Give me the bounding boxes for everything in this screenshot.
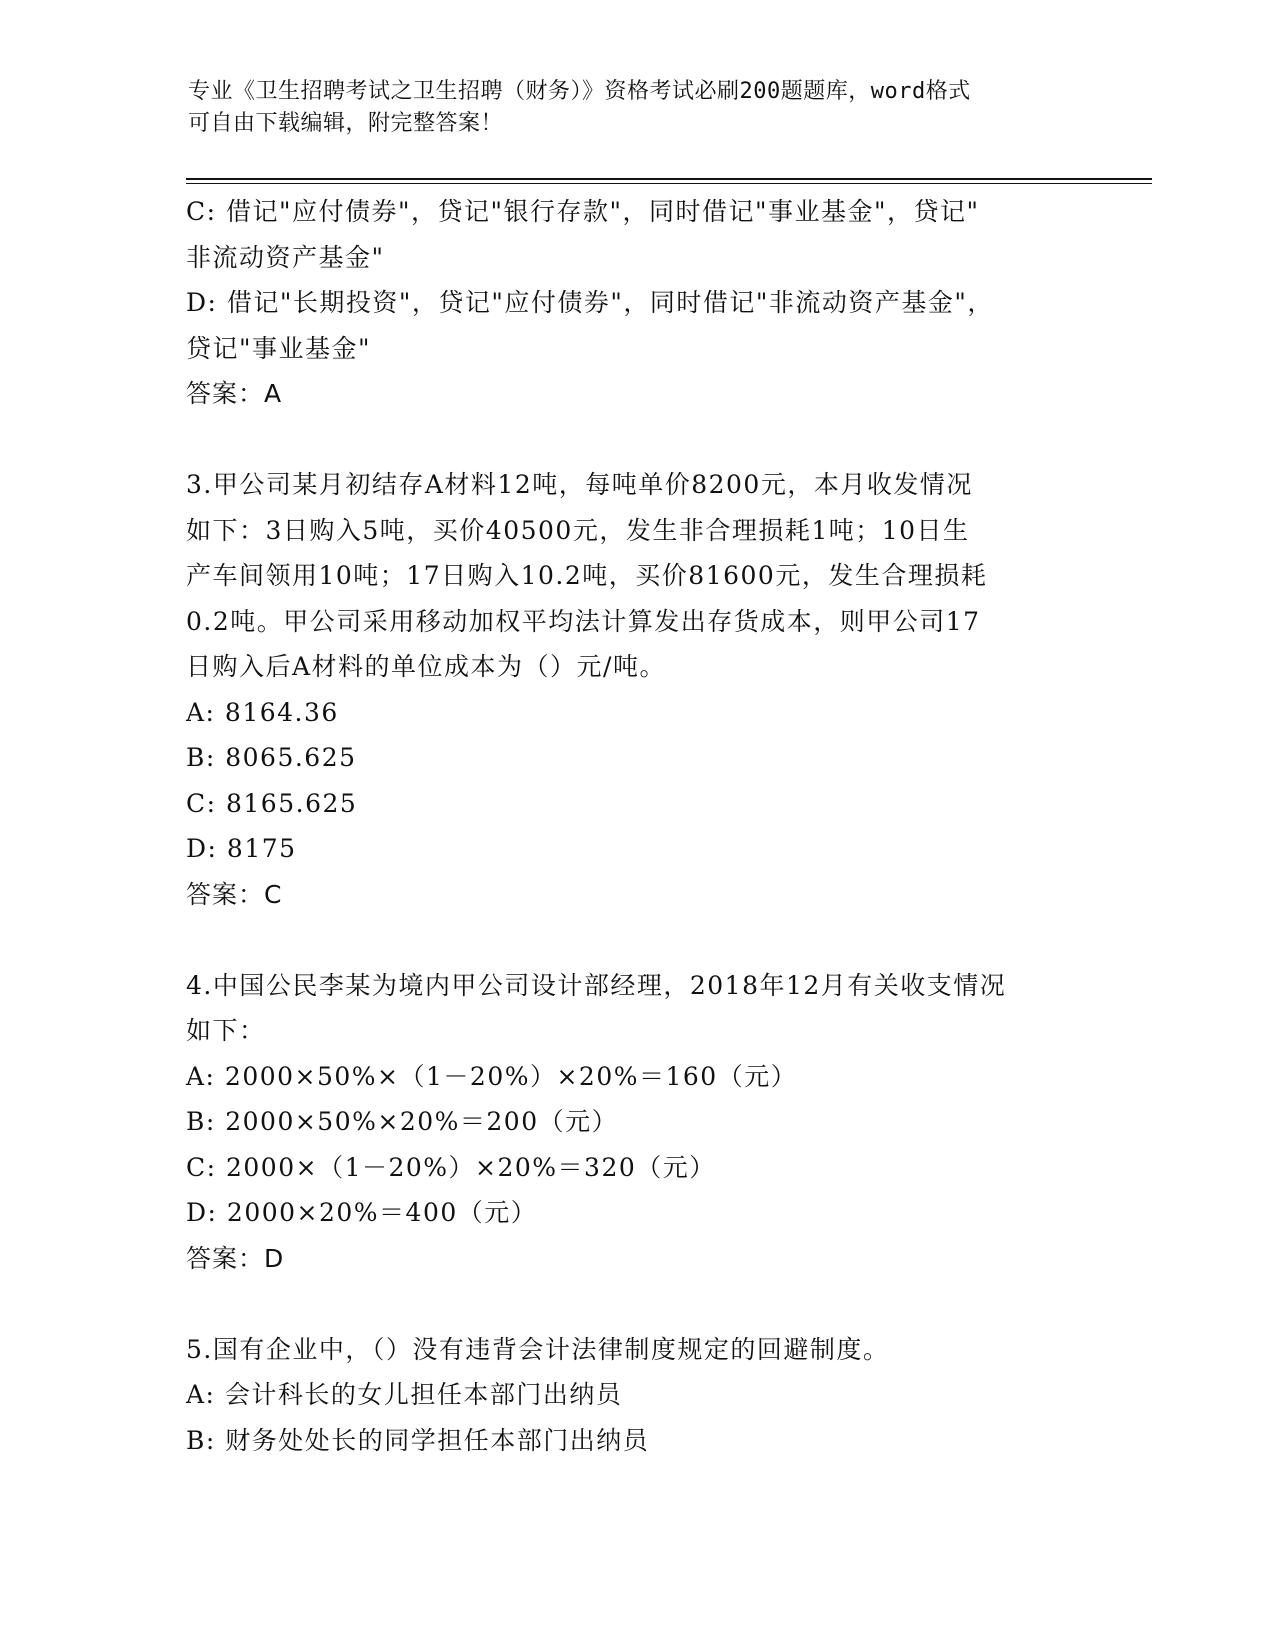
header-rule-thick <box>186 178 1152 180</box>
option-c: C: 2000×（1－20%）×20%＝320（元） <box>186 1152 716 1182</box>
question-stem-line: 0.2吨。甲公司采用移动加权平均法计算发出存货成本，则甲公司17 <box>186 606 981 636</box>
option-d-line-2: 贷记"事业基金" <box>186 333 371 363</box>
answer: 答案：C <box>186 879 283 909</box>
option-a: A: 8164.36 <box>186 697 339 727</box>
spacer <box>186 417 1086 463</box>
question-5 <box>186 1327 1086 1464</box>
option-b: B: 财务处处长的同学担任本部门出纳员 <box>186 1425 650 1455</box>
option-b: B: 2000×50%×20%＝200（元） <box>186 1107 619 1136</box>
option-c-line-1: C: 借记"应付债券"，贷记"银行存款"，同时借记"事业基金"，贷记" <box>186 197 980 226</box>
spacer <box>186 1281 1086 1327</box>
option-d: D: 2000×20%＝400（元） <box>186 1198 538 1227</box>
option-d: D: 8175 <box>186 834 297 863</box>
question-stem-line: 日购入后A材料的单位成本为（）元/吨。 <box>186 652 666 681</box>
question-stem-line: 如下： <box>186 1016 266 1045</box>
option-b: B: 8065.625 <box>186 743 357 772</box>
question-stem-line: 3.甲公司某月初结存A材料12吨，每吨单价8200元，本月收发情况 <box>186 470 973 499</box>
question-stem-line: 5.国有企业中，（）没有违背会计法律制度规定的回避制度。 <box>186 1334 890 1364</box>
option-a: A: 2000×50%×（1－20%）×20%＝160（元） <box>186 1061 798 1091</box>
document-header <box>188 76 1068 140</box>
header-title-line-1: 专业《卫生招聘考试之卫生招聘（财务）》资格考试必刷200题题库，word格式 <box>188 79 971 104</box>
question-4 <box>186 963 1086 1282</box>
header-rule-thin <box>186 183 1152 184</box>
question-stem-line: 产车间领用10吨；17日购入10.2吨，买价81600元，发生合理损耗 <box>186 561 988 590</box>
option-a: A: 会计科长的女儿担任本部门出纳员 <box>186 1380 623 1409</box>
spacer <box>186 917 1086 963</box>
answer: 答案：A <box>186 379 283 408</box>
option-d-line-1: D: 借记"长期投资"，贷记"应付债券"，同时借记"非流动资产基金"， <box>186 288 994 317</box>
question-3 <box>186 462 1086 917</box>
question-content <box>186 189 1086 1463</box>
option-c: C: 8165.625 <box>186 788 358 818</box>
answer: 答案：D <box>186 1243 285 1273</box>
header-title-line-2: 可自由下载编辑，附完整答案！ <box>188 111 504 136</box>
question-2-tail <box>186 189 1086 417</box>
question-stem-line: 如下：3日购入5吨，买价40500元，发生非合理损耗1吨；10日生 <box>186 515 970 545</box>
option-c-line-2: 非流动资产基金" <box>186 242 385 272</box>
question-stem-line: 4.中国公民李某为境内甲公司设计部经理，2018年12月有关收支情况 <box>186 970 1007 1000</box>
